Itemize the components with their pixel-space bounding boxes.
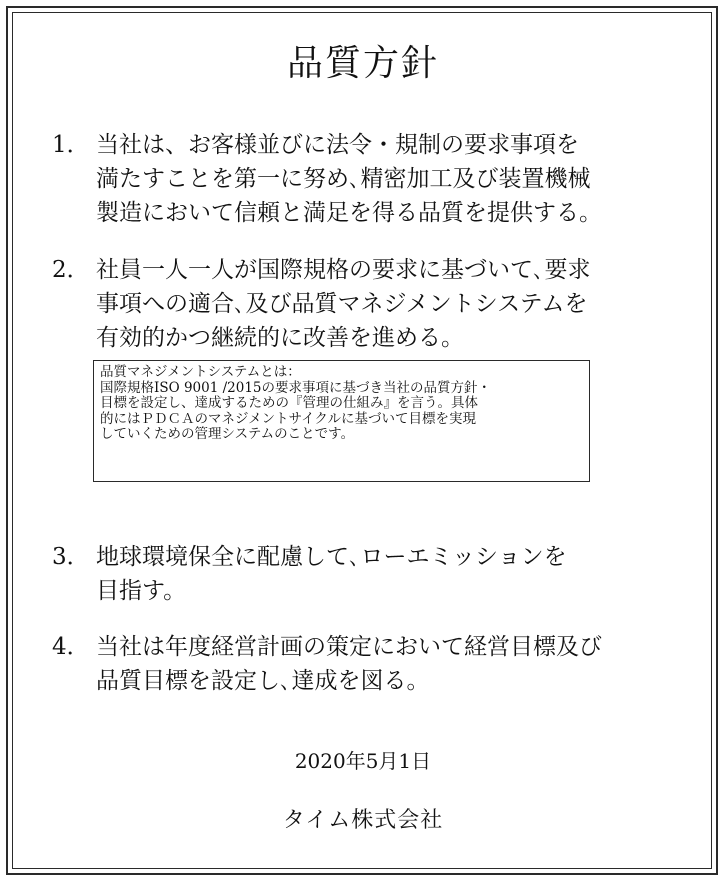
item-line: 当社は、お客様並びに法令・規制の要求事項を <box>96 132 579 158</box>
note-line: 目標を設定し、達成するための『管理の仕組み』を言う。具体 <box>100 395 478 411</box>
item-number: 2． <box>52 257 90 283</box>
policy-item-4 <box>52 630 652 698</box>
item-line: 満たすことを第一に努め､精密加工及び装置機械 <box>96 166 591 192</box>
policy-item-2 <box>52 253 652 355</box>
policy-item-1 <box>52 128 652 230</box>
item-line: 製造において信頼と満足を得る品質を提供する。 <box>96 200 602 226</box>
item-number: 3． <box>52 544 90 570</box>
item-line: 事項への適合､及び品質マネジメントシステムを <box>96 291 588 317</box>
item-number: 1． <box>52 132 90 158</box>
page-title: 品質方針 <box>286 43 439 84</box>
item-number: 4． <box>52 634 90 660</box>
item-line: 目指す。 <box>96 578 187 604</box>
company-name: タイム株式会社 <box>282 808 444 833</box>
item-line: 当社は年度経営計画の策定において経営目標及び <box>96 634 602 660</box>
item-line: 社員一人一人が国際規格の要求に基づいて､要求 <box>96 257 591 283</box>
item-line: 地球環境保全に配慮して､ローエミッションを <box>96 544 567 570</box>
note-line: 品質マネジメントシステムとは： <box>100 364 301 380</box>
item-line: 有効的かつ継続的に改善を進める。 <box>96 325 464 351</box>
qms-definition-box <box>93 360 590 482</box>
note-line: 国際規格ISO 9001 /2015の要求事項に基づき当社の品質方針・ <box>100 379 491 396</box>
note-line: していくための管理システムのことです。 <box>100 426 355 442</box>
note-line: 的にはＰＤＣＡのマネジメントサイクルに基づいて目標を実現 <box>100 410 476 427</box>
item-line: 品質目標を設定し､達成を図る。 <box>96 668 430 694</box>
issue-date: 2020年5月1日 <box>294 749 432 773</box>
policy-item-3 <box>52 540 652 608</box>
